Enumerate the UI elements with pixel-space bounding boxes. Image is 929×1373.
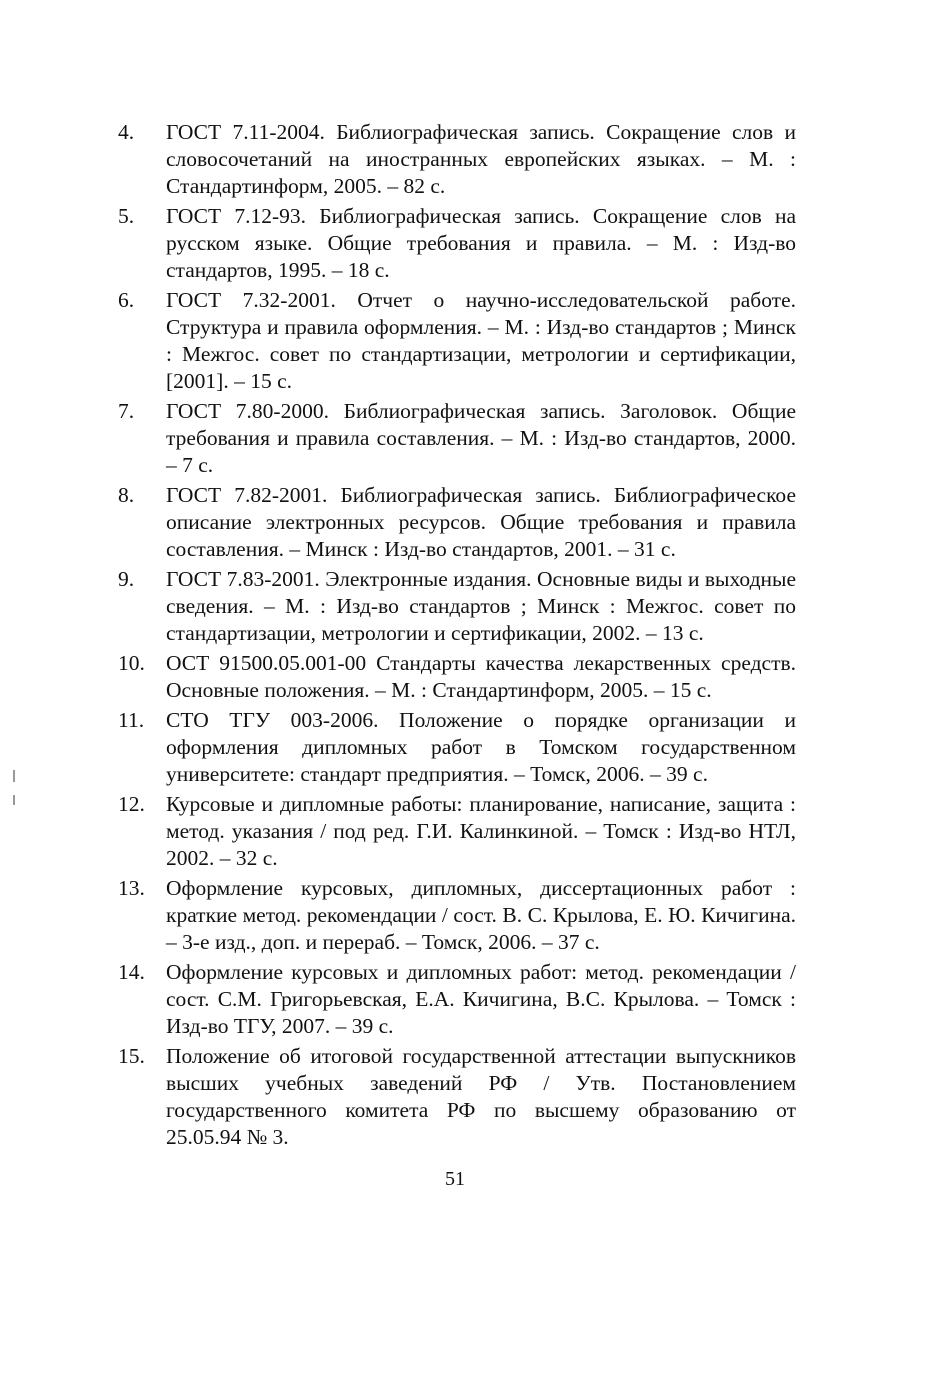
reference-number: 5.	[118, 204, 135, 228]
reference-number: 14.	[118, 960, 145, 984]
reference-item	[118, 566, 796, 647]
reference-number: 12.	[118, 792, 145, 816]
reference-number: 7.	[118, 399, 135, 423]
reference-item	[118, 875, 796, 956]
reference-number: 10.	[118, 651, 145, 675]
reference-item	[118, 1043, 796, 1151]
reference-item	[118, 650, 796, 704]
reference-text: ГОСТ 7.32-2001. Отчет о научно-исследовательской работе. Структура и правила оформления. – М. : Изд-во стандартов ; Минск : Межгос. совет по стандартизации, метрологии и сертификации, [2001]. – 15 с.	[166, 288, 796, 393]
reference-text: СТО ТГУ 003-2006. Положение о порядке организации и оформления дипломных работ в Томском государственном университете: стандарт предприятия. – Томск, 2006. – 39 с.	[166, 708, 796, 786]
reference-text: ГОСТ 7.82-2001. Библиографическая запись. Библиографическое описание электронных ресурсов. Общие требования и правила составления. – Минск : Изд-во стандартов, 2001. – 31 с.	[166, 483, 796, 561]
reference-item	[118, 287, 796, 395]
reference-text: Курсовые и дипломные работы: планирование, написание, защита : метод. указания / под ред. Г.И. Калинкиной. – Томск : Изд-во НТЛ, 2002. – 32 с.	[166, 792, 796, 870]
reference-text: ГОСТ 7.11-2004. Библиографическая запись. Сокращение слов и словосочетаний на иностранных европейских языках. – М. : Стандартинформ, 2005. – 82 с.	[166, 120, 796, 198]
reference-number: 6.	[118, 288, 135, 312]
reference-item	[118, 398, 796, 479]
reference-list	[118, 119, 796, 1154]
reference-text: Оформление курсовых и дипломных работ: метод. рекомендации / сост. С.М. Григорьевская, Е.А. Кичигина, В.С. Крылова. – Томск : Изд-во ТГУ, 2007. – 39 с.	[166, 960, 796, 1038]
reference-text: ГОСТ 7.12-93. Библиографическая запись. Сокращение слов на русском языке. Общие требования и правила. – М. : Изд-во стандартов, 1995. – 18 с.	[166, 204, 796, 282]
reference-text: Положение об итоговой государственной аттестации выпускников высших учебных заведений РФ / Утв. Постановлением государственного комитета РФ по высшему образованию от 25.05.94 № 3.	[166, 1044, 796, 1149]
reference-item	[118, 707, 796, 788]
reference-number: 15.	[118, 1044, 145, 1068]
reference-number: 4.	[118, 120, 135, 144]
page-number: 51	[445, 1168, 465, 1190]
reference-item	[118, 482, 796, 563]
reference-item	[118, 203, 796, 284]
scan-margin-mark	[13, 770, 15, 782]
reference-number: 8.	[118, 483, 135, 507]
reference-text: ГОСТ 7.80-2000. Библиографическая запись. Заголовок. Общие требования и правила составления. – М. : Изд-во стандартов, 2000. – 7 с.	[166, 399, 796, 477]
reference-item	[118, 791, 796, 872]
reference-number: 11.	[118, 708, 145, 732]
reference-text: ГОСТ 7.83-2001. Электронные издания. Основные виды и выходные сведения. – М. : Изд-во стандартов ; Минск : Межгос. совет по стандартизации, метрологии и сертификации, 2002. – 13 с.	[166, 567, 796, 645]
scan-margin-mark	[13, 795, 15, 805]
reference-text: ОСТ 91500.05.001-00 Стандарты качества лекарственных средств. Основные положения. – М. : Стандартинформ, 2005. – 15 с.	[166, 651, 796, 702]
reference-number: 9.	[118, 567, 135, 591]
reference-item	[118, 959, 796, 1040]
reference-number: 13.	[118, 876, 145, 900]
reference-item	[118, 119, 796, 200]
reference-text: Оформление курсовых, дипломных, диссертационных работ : краткие метод. рекомендации / сост. В. С. Крылова, Е. Ю. Кичигина. – 3-е изд., доп. и перераб. – Томск, 2006. – 37 с.	[166, 876, 796, 954]
